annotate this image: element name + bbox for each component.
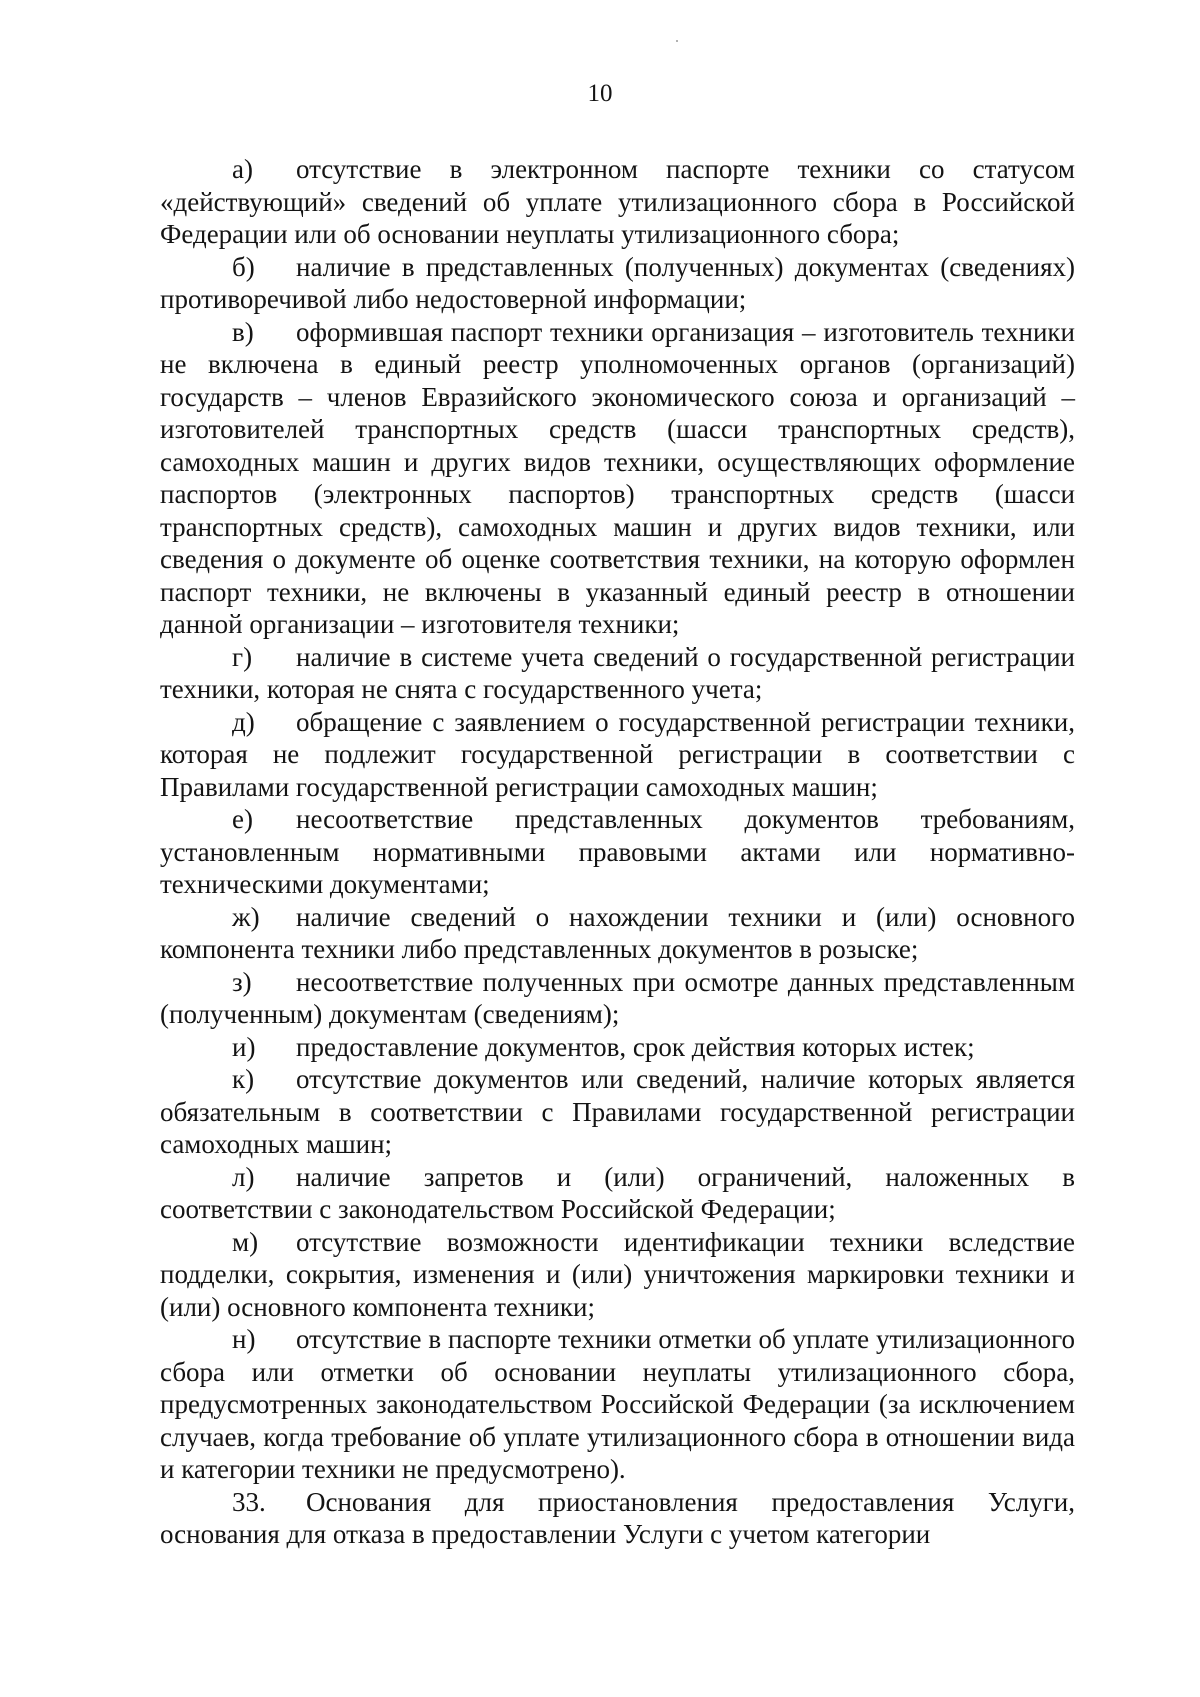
item-marker: в) xyxy=(232,316,254,347)
clause-number: 33. xyxy=(232,1486,266,1517)
item-marker: к) xyxy=(232,1064,255,1094)
list-item-n xyxy=(160,1323,1075,1486)
item-text: обращение с заявлением о государственной регистрации техники, которая не подлежит государственной регистрации в соответствии с Правилами государственной регистрации самоходных машин; xyxy=(160,706,1075,802)
item-marker: н) xyxy=(232,1324,256,1354)
list-item-zh xyxy=(160,901,1075,966)
item-marker: и) xyxy=(232,1031,256,1062)
document-body xyxy=(160,153,1075,1551)
item-text: отсутствие документов или сведений, наличие которых является обязательным в соответствии с Правилами государственной регистрации самоходных машин; xyxy=(160,1064,1075,1159)
item-marker: м) xyxy=(232,1226,259,1257)
clause-text: Основания для приостановления предоставления Услуги, основания для отказа в предоставлении Услуги с учетом категории xyxy=(160,1486,1075,1549)
item-marker: л) xyxy=(232,1161,255,1192)
item-marker: а) xyxy=(232,154,253,184)
scan-speck xyxy=(676,40,678,42)
list-item-k xyxy=(160,1063,1075,1161)
list-item-i xyxy=(160,1031,1075,1064)
list-item-e xyxy=(160,803,1075,901)
item-marker: б) xyxy=(232,251,255,282)
item-text: отсутствие в электронном паспорте техники со статусом «действующий» сведений об уплате утилизационного сбора в Российской Федерации или об основании неуплаты утилизационного сбора; xyxy=(160,154,1075,249)
list-item-l xyxy=(160,1161,1075,1226)
item-text: отсутствие в паспорте техники отметки об уплате утилизационного сбора или отметки об основании неуплаты утилизационного сбора, предусмотренных законодательством Российской Федерации (за исключением случаев, когда требование об уплате утилизационного сбора в отношении вида и категории техники не предусмотрено). xyxy=(160,1324,1075,1484)
item-marker: д) xyxy=(232,706,255,737)
item-text: отсутствие возможности идентификации техники вследствие подделки, сокрытия, изменения и (или) уничтожения маркировки техники и (или) основного компонента техники; xyxy=(160,1226,1075,1322)
item-text: несоответствие полученных при осмотре данных представленным (полученным) документам (сведениям); xyxy=(160,966,1075,1029)
item-text: наличие в системе учета сведений о государственной регистрации техники, которая не снята с государственного учета; xyxy=(160,641,1075,704)
list-item-g xyxy=(160,641,1075,706)
clause-33 xyxy=(160,1486,1075,1551)
page-number: 10 xyxy=(587,80,613,107)
item-text: наличие сведений о нахождении техники и (или) основного компонента техники либо представленных документов в розыске; xyxy=(160,901,1075,964)
item-text: предоставление документов, срок действия которых истек; xyxy=(296,1031,975,1062)
item-marker: г) xyxy=(232,641,253,672)
list-item-b xyxy=(160,251,1075,316)
item-marker: з) xyxy=(232,966,252,997)
list-item-m xyxy=(160,1226,1075,1324)
item-text: наличие в представленных (полученных) документах (сведениях) противоречивой либо недостоверной информации; xyxy=(160,251,1075,314)
item-text: несоответствие представленных документов требованиям, установленным нормативными правовыми актами или нормативно-техническими документами; xyxy=(160,804,1075,899)
list-item-d xyxy=(160,706,1075,804)
list-item-a xyxy=(160,153,1075,251)
item-marker: е) xyxy=(232,804,253,834)
item-text: наличие запретов и (или) ограничений, наложенных в соответствии с законодательством Российской Федерации; xyxy=(160,1161,1075,1224)
list-item-z xyxy=(160,966,1075,1031)
list-item-v xyxy=(160,316,1075,641)
item-text: оформившая паспорт техники организация – изготовитель техники не включена в единый реестр уполномоченных органов (организаций) государств – членов Евразийского экономического союза и организаций – изготовителей транспортных средств (шасси транспортных средств), самоходных машин и других видов техники, осуществляющих оформление паспортов (электронных паспортов) транспортных средств (шасси транспортных средств), самоходных машин и других видов техники, или сведения о документе об оценке соответствия техники, на которую оформлен паспорт техники, не включены в указанный единый реестр в отношении данной организации – изготовителя техники; xyxy=(160,316,1075,639)
item-marker: ж) xyxy=(232,901,260,932)
